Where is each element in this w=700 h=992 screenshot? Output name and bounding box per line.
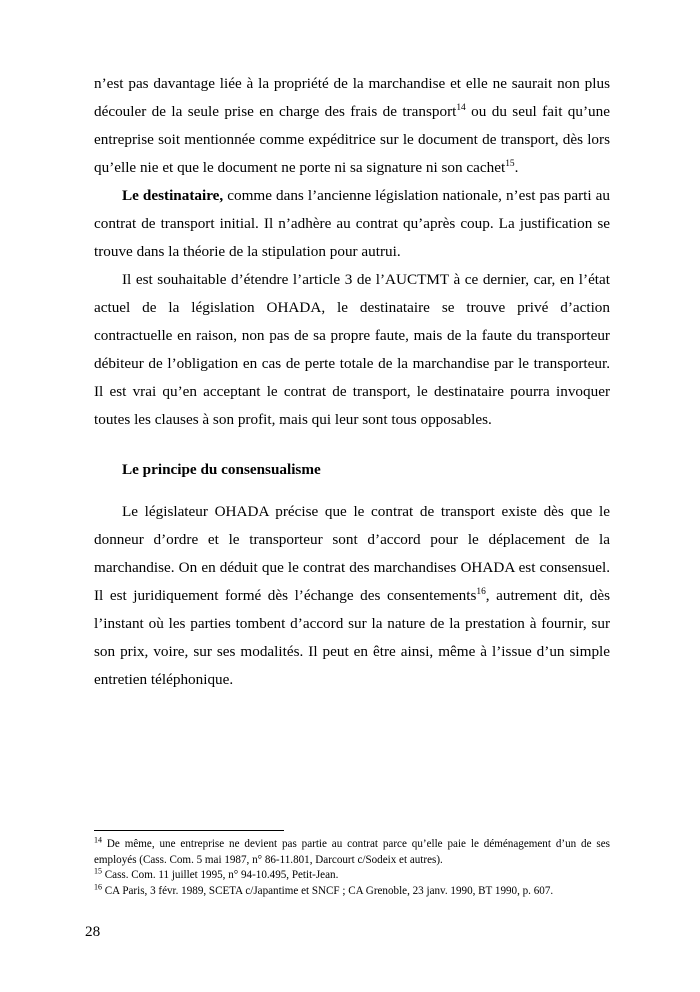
paragraph-4-run-3: , autrement dit, dès l’instant où les parties tombent d’accord sur la nature de la prestation à fournir, sur son prix, voire, sur ses modalités. Il peut en être ainsi, même à l’issue d’un simple entretien téléphonique.	[94, 587, 610, 688]
paragraph-2-lead-term: Le destinataire,	[122, 187, 224, 204]
footnote-area	[94, 830, 610, 899]
page-number: 28	[85, 923, 101, 940]
footnote-ref-15[interactable]: 15	[505, 158, 515, 169]
section-spacer-before-heading	[94, 434, 610, 456]
paragraph-1-run-1: n’est pas davantage liée à la propriété de la marchandise et elle ne saurait non plus découler de la seule prise en charge des frais de transport	[94, 75, 610, 120]
paragraph-4	[94, 498, 610, 694]
footnote-ref-14[interactable]: 14	[456, 102, 466, 113]
paragraph-1	[94, 70, 610, 182]
footnote-14-text: De même, une entreprise ne devient pas partie au contrat parce qu’elle paie le déménagement d’un de ses employés (Cass. Com. 5 mai 1987, n° 86-11.801, Darcourt c/Sodeix et autres).	[94, 838, 610, 866]
paragraph-3	[94, 266, 610, 434]
paragraph-1-run-3: ou du seul fait qu’une entreprise soit mentionnée comme expéditrice sur le document de transport, dès lors qu’elle nie et que le document ne porte ni sa signature ni son cachet	[94, 103, 610, 176]
footnote-16-text: CA Paris, 3 févr. 1989, SCETA c/Japantime et SNCF ; CA Grenoble, 23 janv. 1990, BT 1990, p. 607.	[101, 884, 554, 897]
footnote-14-marker: 14	[94, 835, 102, 845]
footnote-ref-16[interactable]: 16	[476, 586, 486, 597]
footnote-15-text: Cass. Com. 11 juillet 1995, n° 94-10.495, Petit-Jean.	[101, 869, 339, 881]
paragraph-4-run-1: Le législateur OHADA précise que le contrat de transport existe dès que le donneur d’ordre et le transporteur sont d’accord pour le déplacement de la marchandise. On en déduit que le contrat des marchandises OHADA est consensuel. Il est juridiquement formé dès l’échange des consentements	[94, 503, 610, 604]
footnote-15	[94, 868, 610, 884]
section-subheading: Le principe du consensualisme	[122, 461, 321, 478]
footnote-16	[94, 881, 610, 900]
body-text-area	[94, 70, 610, 694]
paragraph-1-run-5: .	[514, 159, 519, 176]
footnote-separator-rule	[94, 830, 284, 831]
footnote-15-marker: 15	[94, 866, 102, 876]
footnote-14	[94, 837, 610, 868]
paragraph-3-run-1: Il est souhaitable d’étendre l’article 3 de l’AUCTMT à ce dernier, car, en l’état actuel de la législation OHADA, le destinataire se trouve privé d’action contractuelle en raison, non pas de sa propre faute, mais de la faute du transporteur débiteur de l’obligation en cas de perte totale de la marchandise par le transporteur. Il est vrai qu’en acceptant le contrat de transport, le destinataire pourra invoquer toutes les clauses à son profit, mais qui leur sont tous opposables.	[94, 271, 610, 428]
paragraph-2-run-2: comme dans l’ancienne législation nationale, n’est pas parti au contrat de transport initial. Il n’adhère au contrat qu’après coup. La justification se trouve dans la théorie de la stipulation pour autrui.	[94, 187, 610, 260]
footnote-16-marker: 16	[94, 881, 102, 891]
paragraph-2	[94, 182, 610, 266]
section-spacer-after-heading	[94, 484, 610, 498]
